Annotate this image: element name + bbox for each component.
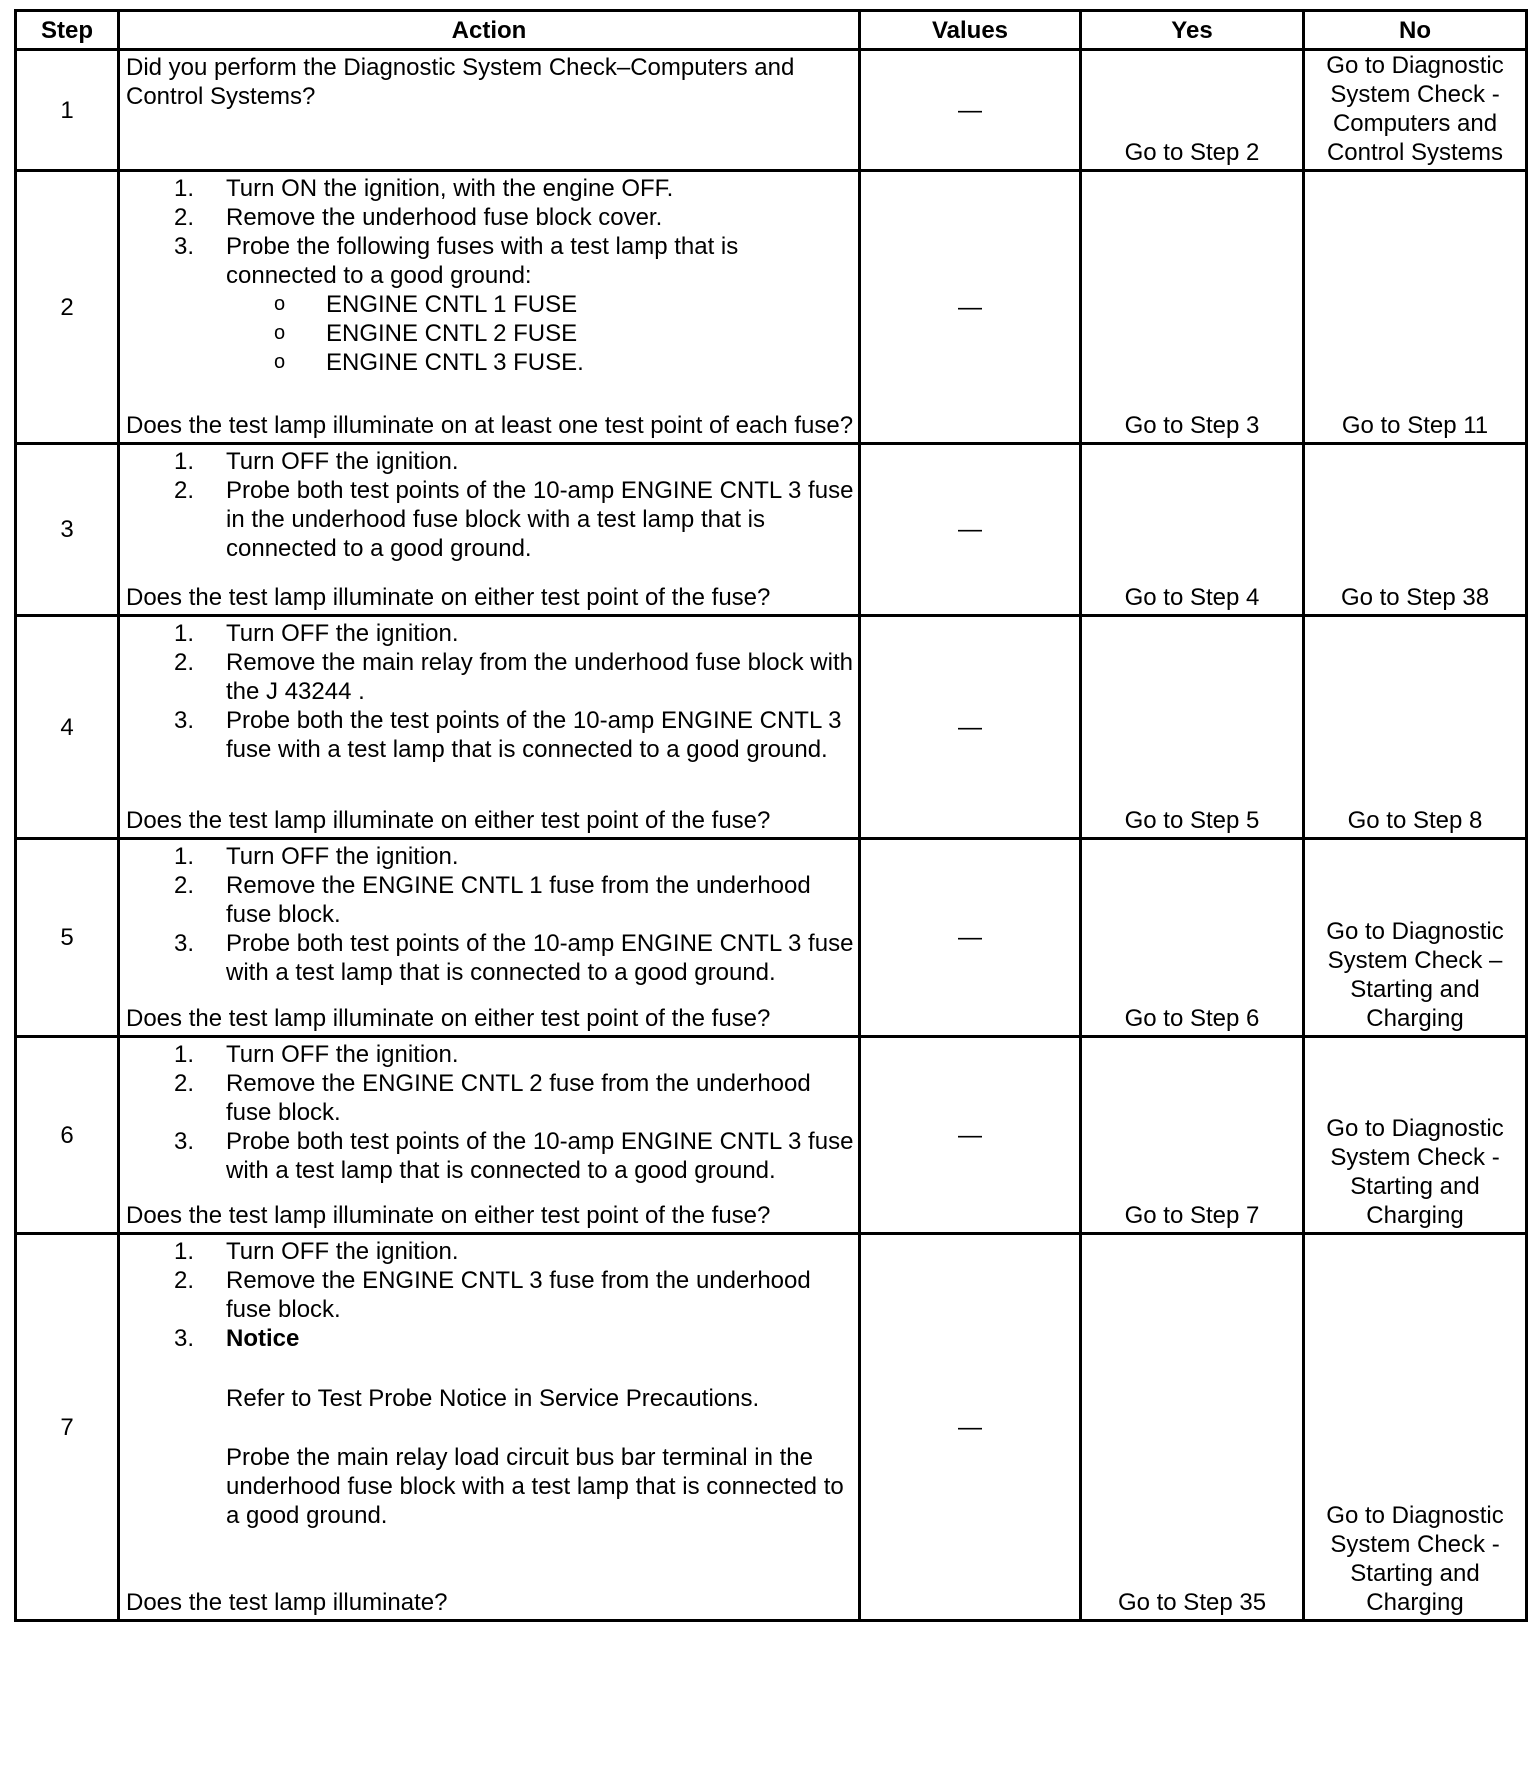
header-no: No: [1304, 11, 1527, 50]
header-values: Values: [860, 11, 1081, 50]
action-cell: [119, 171, 860, 444]
list-item: 2. Remove the main relay from the underhood fuse block with the J 43244 .: [174, 649, 853, 705]
yes-cell: Go to Step 5: [1081, 616, 1304, 839]
yes-cell: Go to Step 35: [1081, 1234, 1304, 1621]
action-question: Does the test lamp illuminate on either test point of the fuse?: [126, 584, 771, 611]
value-cell: —: [860, 839, 1081, 1037]
no-cell: Go to Diagnostic System Check - Starting and Charging: [1304, 1037, 1527, 1234]
step-number: 2: [16, 171, 119, 444]
step-number: 4: [16, 616, 119, 839]
table-row: [16, 1234, 1527, 1621]
list-item: 1. Turn OFF the ignition.: [174, 843, 459, 870]
value-cell: —: [860, 1037, 1081, 1234]
notice-text: Refer to Test Probe Notice in Service Precautions.: [226, 1385, 760, 1412]
yes-cell: Go to Step 3: [1081, 171, 1304, 444]
fuse-list: [226, 290, 854, 377]
table-row: [16, 616, 1527, 839]
list-item: 1. Turn ON the ignition, with the engine OFF.: [174, 175, 674, 202]
header-yes: Yes: [1081, 11, 1304, 50]
no-cell: Go to Diagnostic System Check - Starting and Charging: [1304, 1234, 1527, 1621]
action-steps: [126, 842, 854, 987]
value-cell: —: [860, 616, 1081, 839]
action-cell: [119, 444, 860, 616]
list-item: 3. Probe both the test points of the 10-amp ENGINE CNTL 3 fuse with a test lamp that is connected to a good ground.: [174, 707, 842, 763]
table-row: [16, 50, 1527, 171]
yes-cell: Go to Step 7: [1081, 1037, 1304, 1234]
probe-text: Probe the main relay load circuit bus bar terminal in the underhood fuse block with a test lamp that is connected to a good ground.: [226, 1444, 844, 1529]
step-number: 5: [16, 839, 119, 1037]
header-step: Step: [16, 11, 119, 50]
list-item: o ENGINE CNTL 1 FUSE: [274, 291, 578, 318]
no-cell: Go to Step 8: [1304, 616, 1527, 839]
list-item: o ENGINE CNTL 3 FUSE.: [274, 349, 584, 376]
table-row: [16, 1037, 1527, 1234]
value-cell: —: [860, 444, 1081, 616]
action-cell: [119, 50, 860, 171]
table-row: [16, 839, 1527, 1037]
step-number: 3: [16, 444, 119, 616]
no-cell: Go to Diagnostic System Check - Computers and Control Systems: [1304, 50, 1527, 171]
no-cell: Go to Diagnostic System Check – Starting and Charging: [1304, 839, 1527, 1037]
list-item: 2. Remove the underhood fuse block cover.: [174, 204, 663, 231]
action-question: Does the test lamp illuminate?: [126, 1589, 448, 1616]
action-question: Does the test lamp illuminate on either test point of the fuse?: [126, 1202, 771, 1229]
action-question: Does the test lamp illuminate on either test point of the fuse?: [126, 1005, 771, 1032]
list-item: 3. Notice: [174, 1325, 300, 1352]
list-item: 1. Turn OFF the ignition.: [174, 1238, 459, 1265]
yes-cell: Go to Step 2: [1081, 50, 1304, 171]
header-row: [16, 11, 1527, 50]
action-steps: [126, 619, 854, 764]
action-steps: [126, 447, 854, 563]
list-item: 1. Turn OFF the ignition.: [174, 448, 459, 475]
action-steps: [126, 174, 854, 377]
action-steps: [126, 1237, 854, 1353]
action-intro: Did you perform the Diagnostic System Check–Computers and Control Systems?: [126, 54, 795, 110]
list-item: 2. Probe both test points of the 10-amp ENGINE CNTL 3 fuse in the underhood fuse block with a test lamp that is connected to a good ground.: [174, 477, 854, 562]
header-action: Action: [119, 11, 860, 50]
value-cell: —: [860, 171, 1081, 444]
value-cell: —: [860, 1234, 1081, 1621]
diagnostic-table: [14, 9, 1528, 1622]
action-cell: [119, 839, 860, 1037]
notice-label: Notice: [226, 1325, 300, 1352]
action-cell: [119, 616, 860, 839]
table-row: [16, 171, 1527, 444]
table-row: [16, 444, 1527, 616]
step-number: 1: [16, 50, 119, 171]
list-item: 3. Probe both test points of the 10-amp ENGINE CNTL 3 fuse with a test lamp that is connected to a good ground.: [174, 1128, 854, 1184]
step-number: 6: [16, 1037, 119, 1234]
yes-cell: Go to Step 4: [1081, 444, 1304, 616]
action-cell: [119, 1234, 860, 1621]
list-item: 2. Remove the ENGINE CNTL 2 fuse from the underhood fuse block.: [174, 1070, 811, 1126]
list-item: 2. Remove the ENGINE CNTL 1 fuse from the underhood fuse block.: [174, 872, 811, 928]
action-question: Does the test lamp illuminate on either test point of the fuse?: [126, 807, 771, 834]
action-steps: [126, 1040, 854, 1185]
list-item: 2. Remove the ENGINE CNTL 3 fuse from the underhood fuse block.: [174, 1267, 811, 1323]
no-cell: Go to Step 11: [1304, 171, 1527, 444]
no-cell: Go to Step 38: [1304, 444, 1527, 616]
list-item: 3. Probe both test points of the 10-amp ENGINE CNTL 3 fuse with a test lamp that is connected to a good ground.: [174, 930, 854, 986]
list-item: o ENGINE CNTL 2 FUSE: [274, 320, 578, 347]
list-item: 3. Probe the following fuses with a test lamp that is connected to a good ground: o ENGINE CNTL 1 FUSE o ENGINE CNTL 2 FUSE o ENGINE CNTL 3 FUSE.: [126, 232, 854, 377]
list-item: 1. Turn OFF the ignition.: [174, 620, 459, 647]
list-item: 1. Turn OFF the ignition.: [174, 1041, 459, 1068]
yes-cell: Go to Step 6: [1081, 839, 1304, 1037]
value-cell: —: [860, 50, 1081, 171]
action-cell: [119, 1037, 860, 1234]
action-question: Does the test lamp illuminate on at least one test point of each fuse?: [126, 412, 854, 439]
step-number: 7: [16, 1234, 119, 1621]
